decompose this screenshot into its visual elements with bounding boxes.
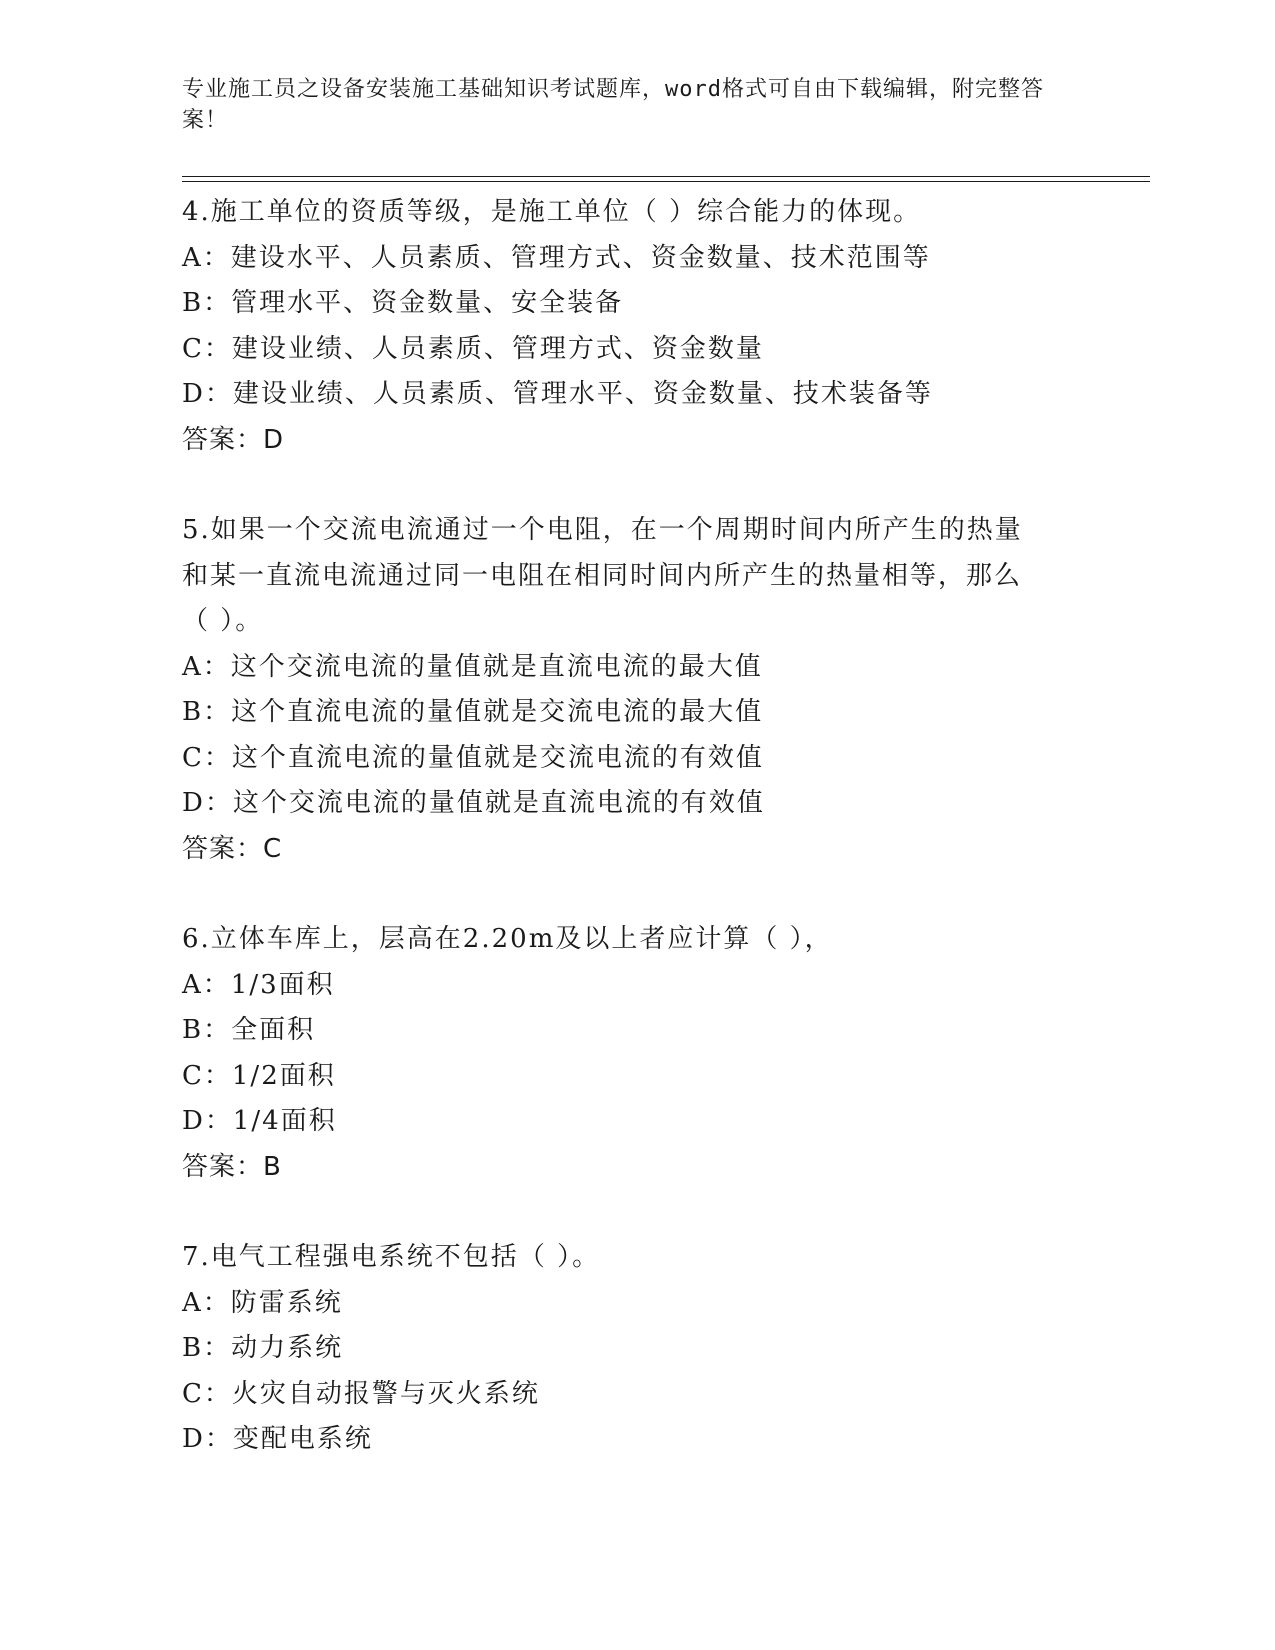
option-c: C：1/2面积 <box>182 1060 336 1091</box>
header-divider-bottom <box>182 181 1150 182</box>
question-stem: 6.立体车库上，层高在2.20m及以上者应计算（ ）， <box>182 924 833 954</box>
option-d: D：变配电系统 <box>182 1424 373 1454</box>
question-spacer <box>182 463 1082 508</box>
question-4 <box>182 190 1082 463</box>
header-divider-top <box>182 176 1150 177</box>
answer-line: 答案：D <box>182 424 285 455</box>
option-a: A：防雷系统 <box>182 1287 343 1318</box>
question-spacer <box>182 1190 1082 1235</box>
document-header: 专业施工员之设备安装施工基础知识考试题库，word格式可自由下载编辑，附完整答案！ <box>182 77 1044 133</box>
question-stem: 7.电气工程强电系统不包括（ ）。 <box>182 1242 601 1272</box>
answer-line: 答案：B <box>182 1151 282 1182</box>
question-6 <box>182 917 1082 1190</box>
option-b: B：这个直流电流的量值就是交流电流的最大值 <box>182 697 764 727</box>
option-c: C：火灾自动报警与灭火系统 <box>182 1378 540 1409</box>
question-spacer <box>182 872 1082 917</box>
option-b: B：管理水平、资金数量、安全装备 <box>182 288 624 318</box>
question-5 <box>182 508 1082 872</box>
option-d: D：这个交流电流的量值就是直流电流的有效值 <box>182 788 765 818</box>
option-c: C：建设业绩、人员素质、管理方式、资金数量 <box>182 333 764 364</box>
answer-line: 答案：C <box>182 833 283 864</box>
option-a: A：1/3面积 <box>182 969 335 1000</box>
option-d: D：建设业绩、人员素质、管理水平、资金数量、技术装备等 <box>182 379 933 409</box>
question-list <box>182 190 1082 1463</box>
option-b: B：动力系统 <box>182 1333 344 1363</box>
option-d: D：1/4面积 <box>182 1106 337 1136</box>
question-stem: 4.施工单位的资质等级，是施工单位（ ）综合能力的体现。 <box>182 197 922 227</box>
option-c: C：这个直流电流的量值就是交流电流的有效值 <box>182 742 764 773</box>
option-a: A：这个交流电流的量值就是直流电流的最大值 <box>182 651 763 682</box>
option-b: B：全面积 <box>182 1015 316 1045</box>
question-7 <box>182 1235 1082 1463</box>
question-stem: 5.如果一个交流电流通过一个电阻，在一个周期时间内所产生的热量和某一直流电流通过同一电阻在相同时间内所产生的热量相等，那么（ ）。 <box>182 515 1023 636</box>
option-a: A：建设水平、人员素质、管理方式、资金数量、技术范围等 <box>182 242 931 273</box>
